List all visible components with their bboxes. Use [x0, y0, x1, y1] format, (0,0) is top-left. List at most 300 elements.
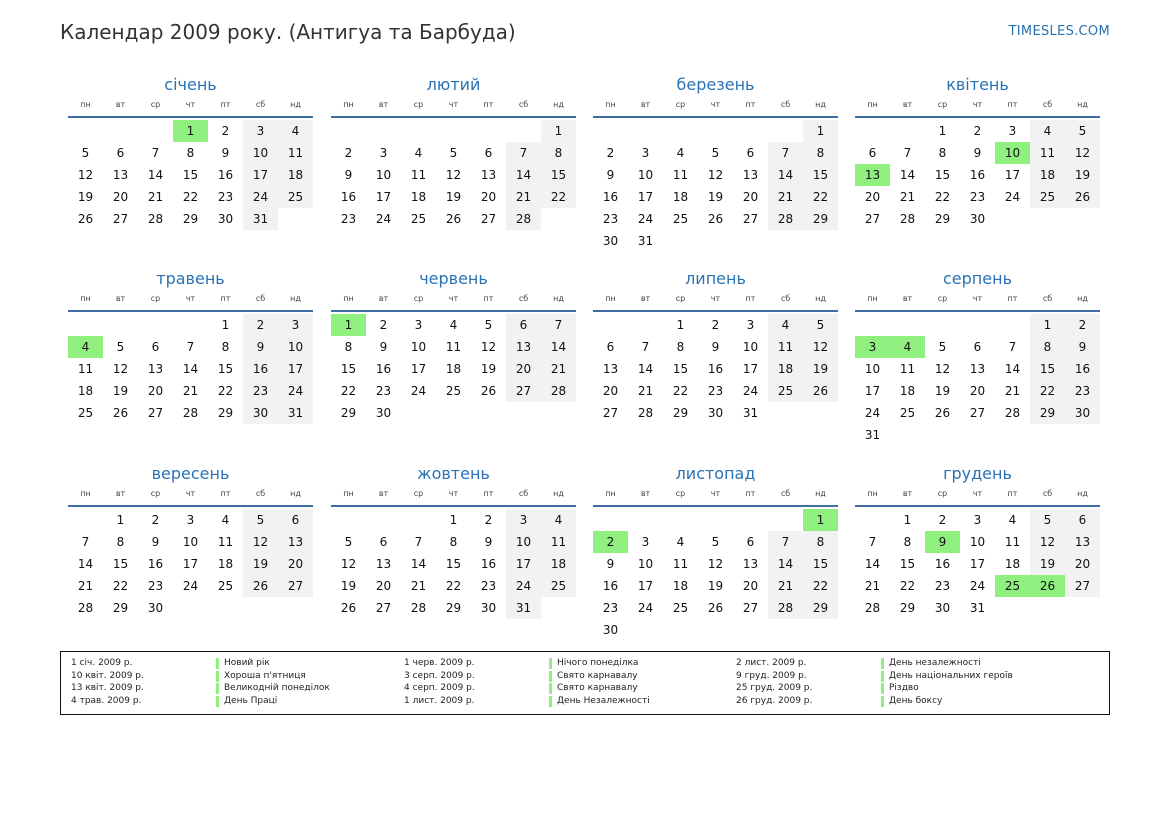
- day-cell: 1: [449, 513, 458, 527]
- day-cell: 22: [803, 186, 838, 208]
- day-cell: 29: [803, 597, 838, 619]
- day-cell: 6: [116, 146, 125, 160]
- day-cell: 19: [243, 553, 278, 575]
- legend-date: 1 черв. 2009 р.: [404, 658, 475, 668]
- weekday-label: нд: [1077, 100, 1088, 109]
- day-cell: 15: [1030, 358, 1065, 380]
- day-cell: 2: [379, 318, 388, 332]
- day-cell: 30: [1065, 402, 1100, 424]
- day-cell: 29: [112, 601, 129, 615]
- day-cell: 27: [602, 406, 619, 420]
- weekday-label: ср: [675, 489, 686, 498]
- day-cell: 29: [182, 212, 199, 226]
- weekday-header: [331, 487, 576, 501]
- weekday-label: сб: [1042, 294, 1053, 303]
- day-cell: 28: [1004, 406, 1021, 420]
- day-cell: 14: [864, 557, 881, 571]
- day-cell: 29: [934, 212, 951, 226]
- day-cell: 3: [506, 509, 541, 531]
- day-cell: 10: [742, 340, 759, 354]
- weekday-label: нд: [815, 489, 826, 498]
- day-cell: 28: [506, 208, 541, 230]
- weekday-label: сб: [255, 294, 266, 303]
- day-cell: 26: [707, 212, 724, 226]
- day-cell: 26: [934, 406, 951, 420]
- weekday-label: пт: [483, 100, 494, 109]
- weekday-label: чт: [185, 100, 196, 109]
- weekday-label: вт: [640, 100, 651, 109]
- holiday-marker: [881, 683, 884, 694]
- day-cell: 12: [1065, 142, 1100, 164]
- day-cell: 4: [449, 318, 458, 332]
- day-grid: [331, 509, 576, 619]
- month-block: [855, 463, 1100, 619]
- weekday-label: сб: [518, 294, 529, 303]
- day-grid: [68, 120, 313, 230]
- weekday-label: чт: [710, 294, 721, 303]
- day-cell: 31: [864, 428, 881, 442]
- day-cell: 22: [217, 384, 234, 398]
- day-cell: 3: [414, 318, 423, 332]
- day-cell: 25: [410, 212, 427, 226]
- day-cell: 13: [969, 362, 986, 376]
- legend-date: 13 квіт. 2009 р.: [71, 683, 144, 693]
- legend-date: 10 квіт. 2009 р.: [71, 670, 144, 681]
- day-cell: 19: [77, 190, 94, 204]
- day-cell: 23: [243, 380, 278, 402]
- day-cell: 12: [1030, 531, 1065, 553]
- day-cell: 25: [672, 601, 689, 615]
- day-cell: 17: [637, 190, 654, 204]
- day-cell: 31: [742, 406, 759, 420]
- holiday-marker: [881, 671, 884, 682]
- day-cell: 16: [934, 557, 951, 571]
- day-cell: 23: [602, 601, 619, 615]
- month-block: [68, 463, 313, 619]
- day-cell: 11: [217, 535, 234, 549]
- holiday-day-cell: 26: [1030, 575, 1065, 597]
- header-divider: [68, 116, 313, 118]
- day-cell: 16: [602, 190, 619, 204]
- day-cell: 4: [1008, 513, 1017, 527]
- weekday-label: пн: [80, 100, 91, 109]
- legend-holiday-name: Великодній понеділок: [224, 683, 330, 693]
- day-cell: 24: [1004, 190, 1021, 204]
- day-cell: 1: [676, 318, 685, 332]
- day-cell: 23: [707, 384, 724, 398]
- day-cell: 17: [375, 190, 392, 204]
- day-cell: 9: [221, 146, 230, 160]
- day-cell: 13: [278, 531, 313, 553]
- day-cell: 21: [768, 186, 803, 208]
- holiday-marker: [549, 683, 552, 694]
- day-cell: 23: [340, 212, 357, 226]
- day-cell: 23: [969, 190, 986, 204]
- header-divider: [331, 505, 576, 507]
- day-cell: 25: [672, 212, 689, 226]
- day-cell: 22: [445, 579, 462, 593]
- weekday-label: вт: [115, 100, 126, 109]
- day-cell: 26: [1065, 186, 1100, 208]
- legend-holiday-name: Свято карнавалу: [557, 670, 638, 681]
- brand-link[interactable]: TIMESLES.COM: [1008, 24, 1110, 39]
- legend-column: [404, 657, 724, 707]
- day-cell: 1: [938, 124, 947, 138]
- legend-holiday-name: День Незалежності: [557, 695, 650, 706]
- weekday-label: чт: [972, 294, 983, 303]
- day-cell: 8: [541, 142, 576, 164]
- weekday-label: пт: [1007, 294, 1018, 303]
- day-cell: 8: [344, 340, 353, 354]
- month-name: січень: [164, 75, 217, 94]
- page-title: Календар 2009 року. (Антигуа та Барбуда): [60, 20, 516, 44]
- weekday-label: вт: [378, 100, 389, 109]
- legend-date: 2 лист. 2009 р.: [736, 658, 807, 668]
- day-cell: 13: [112, 168, 129, 182]
- day-cell: 7: [868, 535, 877, 549]
- day-cell: 19: [934, 384, 951, 398]
- day-cell: 20: [278, 553, 313, 575]
- day-cell: 5: [711, 535, 720, 549]
- legend-column: [736, 657, 1056, 707]
- day-cell: 5: [1030, 509, 1065, 531]
- day-cell: 4: [676, 146, 685, 160]
- day-cell: 4: [221, 513, 230, 527]
- day-cell: 5: [938, 340, 947, 354]
- legend-date: 4 серп. 2009 р.: [404, 683, 475, 693]
- weekday-label: пн: [867, 294, 878, 303]
- weekday-header: [855, 487, 1100, 501]
- day-cell: 18: [768, 358, 803, 380]
- day-grid: [855, 509, 1100, 619]
- weekday-label: пт: [483, 294, 494, 303]
- legend-column: [71, 657, 391, 707]
- day-cell: 26: [707, 601, 724, 615]
- day-cell: 4: [278, 120, 313, 142]
- day-cell: 10: [969, 535, 986, 549]
- day-cell: 15: [541, 164, 576, 186]
- day-cell: 2: [221, 124, 230, 138]
- day-cell: 5: [1065, 120, 1100, 142]
- day-cell: 16: [480, 557, 497, 571]
- day-cell: 25: [217, 579, 234, 593]
- day-cell: 29: [445, 601, 462, 615]
- day-cell: 28: [410, 601, 427, 615]
- day-cell: 14: [182, 362, 199, 376]
- weekday-label: пт: [220, 294, 231, 303]
- day-cell: 28: [864, 601, 881, 615]
- day-cell: 11: [541, 531, 576, 553]
- day-cell: 27: [742, 601, 759, 615]
- weekday-label: чт: [972, 489, 983, 498]
- holiday-day-cell: 25: [995, 575, 1030, 597]
- month-name: березень: [676, 75, 755, 94]
- day-cell: 18: [541, 553, 576, 575]
- day-cell: 18: [217, 557, 234, 571]
- day-cell: 31: [278, 402, 313, 424]
- day-cell: 27: [375, 601, 392, 615]
- day-cell: 24: [375, 212, 392, 226]
- day-cell: 5: [484, 318, 493, 332]
- day-cell: 2: [243, 314, 278, 336]
- month-block: [855, 268, 1100, 446]
- day-cell: 20: [969, 384, 986, 398]
- day-cell: 20: [864, 190, 881, 204]
- day-cell: 21: [864, 579, 881, 593]
- day-cell: 30: [480, 601, 497, 615]
- day-cell: 23: [934, 579, 951, 593]
- day-cell: 22: [1030, 380, 1065, 402]
- day-cell: 18: [278, 164, 313, 186]
- day-cell: 4: [1030, 120, 1065, 142]
- weekday-header: [331, 292, 576, 306]
- holiday-day-cell: 9: [925, 531, 960, 553]
- day-cell: 3: [278, 314, 313, 336]
- day-cell: 6: [746, 146, 755, 160]
- weekday-label: вт: [902, 100, 913, 109]
- day-cell: 8: [221, 340, 230, 354]
- weekday-label: чт: [448, 294, 459, 303]
- day-cell: 18: [672, 190, 689, 204]
- weekday-label: пт: [483, 489, 494, 498]
- day-cell: 3: [746, 318, 755, 332]
- day-cell: 26: [340, 601, 357, 615]
- day-cell: 13: [742, 557, 759, 571]
- weekday-header: [855, 292, 1100, 306]
- day-cell: 10: [243, 142, 278, 164]
- day-cell: 8: [803, 531, 838, 553]
- day-cell: 31: [637, 234, 654, 248]
- weekday-label: нд: [815, 100, 826, 109]
- day-cell: 20: [375, 579, 392, 593]
- day-cell: 20: [602, 384, 619, 398]
- day-cell: 12: [803, 336, 838, 358]
- day-cell: 26: [803, 380, 838, 402]
- weekday-label: нд: [553, 294, 564, 303]
- day-cell: 3: [641, 535, 650, 549]
- day-cell: 10: [637, 168, 654, 182]
- weekday-label: ср: [937, 100, 948, 109]
- holiday-day-cell: 3: [855, 336, 890, 358]
- day-cell: 17: [278, 358, 313, 380]
- day-cell: 2: [606, 146, 615, 160]
- day-cell: 27: [480, 212, 497, 226]
- weekday-label: пн: [867, 100, 878, 109]
- month-name: вересень: [151, 464, 230, 483]
- day-cell: 22: [541, 186, 576, 208]
- legend-row: [736, 670, 1056, 683]
- day-cell: 28: [768, 208, 803, 230]
- holiday-marker: [881, 696, 884, 707]
- day-grid: [331, 120, 576, 230]
- weekday-label: пт: [745, 100, 756, 109]
- day-cell: 20: [1065, 553, 1100, 575]
- day-cell: 9: [243, 336, 278, 358]
- day-cell: 21: [1004, 384, 1021, 398]
- weekday-label: чт: [710, 100, 721, 109]
- day-cell: 13: [1065, 531, 1100, 553]
- day-cell: 26: [480, 384, 497, 398]
- day-cell: 11: [1004, 535, 1021, 549]
- day-cell: 23: [375, 384, 392, 398]
- day-cell: 15: [803, 164, 838, 186]
- weekday-label: сб: [518, 489, 529, 498]
- day-cell: 5: [243, 509, 278, 531]
- day-cell: 24: [182, 579, 199, 593]
- month-name: червень: [419, 269, 488, 288]
- day-cell: 18: [77, 384, 94, 398]
- day-cell: 11: [410, 168, 427, 182]
- day-cell: 10: [410, 340, 427, 354]
- day-cell: 6: [973, 340, 982, 354]
- day-cell: 5: [711, 146, 720, 160]
- day-cell: 7: [186, 340, 195, 354]
- day-cell: 4: [676, 535, 685, 549]
- day-cell: 10: [864, 362, 881, 376]
- legend-holiday-name: День національних героїв: [889, 670, 1013, 681]
- legend-row: [736, 657, 1056, 670]
- day-cell: 27: [112, 212, 129, 226]
- day-cell: 13: [375, 557, 392, 571]
- legend-holiday-name: День боксу: [889, 695, 943, 706]
- weekday-label: вт: [640, 294, 651, 303]
- day-cell: 14: [147, 168, 164, 182]
- holiday-day-cell: 1: [331, 314, 366, 336]
- day-cell: 22: [672, 384, 689, 398]
- day-cell: 8: [449, 535, 458, 549]
- day-cell: 22: [340, 384, 357, 398]
- day-cell: 19: [707, 190, 724, 204]
- weekday-label: пт: [745, 294, 756, 303]
- legend-row: [404, 657, 724, 670]
- weekday-label: пт: [220, 489, 231, 498]
- day-cell: 24: [410, 384, 427, 398]
- day-cell: 11: [768, 336, 803, 358]
- day-cell: 16: [147, 557, 164, 571]
- day-cell: 30: [602, 234, 619, 248]
- legend-date: 1 лист. 2009 р.: [404, 695, 475, 706]
- day-cell: 9: [606, 557, 615, 571]
- weekday-header: [855, 98, 1100, 112]
- month-name: грудень: [943, 464, 1012, 483]
- day-cell: 15: [445, 557, 462, 571]
- day-cell: 12: [707, 557, 724, 571]
- month-block: [68, 74, 313, 230]
- day-cell: 24: [637, 601, 654, 615]
- day-cell: 27: [1065, 575, 1100, 597]
- weekday-header: [68, 292, 313, 306]
- day-cell: 14: [637, 362, 654, 376]
- day-cell: 3: [973, 513, 982, 527]
- weekday-label: нд: [290, 294, 301, 303]
- day-cell: 7: [641, 340, 650, 354]
- day-cell: 22: [934, 190, 951, 204]
- day-cell: 21: [182, 384, 199, 398]
- day-cell: 5: [116, 340, 125, 354]
- day-cell: 29: [803, 208, 838, 230]
- day-cell: 26: [243, 575, 278, 597]
- weekday-label: ср: [150, 489, 161, 498]
- legend-row: [71, 682, 391, 695]
- day-cell: 22: [182, 190, 199, 204]
- weekday-label: чт: [448, 100, 459, 109]
- day-cell: 25: [899, 406, 916, 420]
- weekday-header: [331, 98, 576, 112]
- day-cell: 21: [77, 579, 94, 593]
- day-cell: 21: [768, 575, 803, 597]
- month-name: липень: [685, 269, 746, 288]
- day-cell: 19: [707, 579, 724, 593]
- header-divider: [593, 505, 838, 507]
- weekday-label: сб: [1042, 100, 1053, 109]
- day-cell: 15: [803, 553, 838, 575]
- day-cell: 6: [379, 535, 388, 549]
- weekday-label: пн: [343, 294, 354, 303]
- holiday-legend: [60, 651, 1110, 715]
- legend-row: [736, 695, 1056, 708]
- weekday-label: ср: [413, 294, 424, 303]
- holiday-day-cell: 13: [855, 164, 890, 186]
- day-cell: 20: [742, 190, 759, 204]
- day-cell: 31: [243, 208, 278, 230]
- day-grid: [68, 314, 313, 424]
- day-cell: 2: [484, 513, 493, 527]
- day-cell: 27: [969, 406, 986, 420]
- weekday-label: чт: [972, 100, 983, 109]
- day-grid: [593, 314, 838, 424]
- day-cell: 23: [602, 212, 619, 226]
- day-cell: 11: [672, 168, 689, 182]
- weekday-label: нд: [553, 489, 564, 498]
- weekday-header: [593, 98, 838, 112]
- day-cell: 30: [243, 402, 278, 424]
- legend-date: 1 січ. 2009 р.: [71, 658, 133, 668]
- day-cell: 27: [742, 212, 759, 226]
- day-cell: 21: [637, 384, 654, 398]
- holiday-marker: [216, 683, 219, 694]
- day-cell: 11: [1030, 142, 1065, 164]
- legend-holiday-name: День незалежності: [889, 658, 981, 668]
- day-grid: [855, 120, 1100, 230]
- weekday-label: нд: [290, 489, 301, 498]
- legend-holiday-name: Хороша п'ятниця: [224, 670, 306, 681]
- day-cell: 29: [340, 406, 357, 420]
- day-cell: 17: [969, 557, 986, 571]
- day-cell: 16: [375, 362, 392, 376]
- day-cell: 3: [1008, 124, 1017, 138]
- day-cell: 23: [147, 579, 164, 593]
- day-cell: 19: [480, 362, 497, 376]
- weekday-label: чт: [448, 489, 459, 498]
- day-cell: 8: [903, 535, 912, 549]
- legend-holiday-name: Новий рік: [224, 658, 270, 668]
- day-cell: 14: [541, 336, 576, 358]
- day-cell: 26: [77, 212, 94, 226]
- weekday-label: ср: [413, 489, 424, 498]
- day-cell: 21: [541, 358, 576, 380]
- day-cell: 29: [899, 601, 916, 615]
- day-cell: 15: [340, 362, 357, 376]
- day-cell: 21: [147, 190, 164, 204]
- day-cell: 30: [707, 406, 724, 420]
- weekday-label: вт: [902, 294, 913, 303]
- weekday-label: вт: [378, 489, 389, 498]
- weekday-label: пн: [867, 489, 878, 498]
- day-cell: 5: [803, 314, 838, 336]
- day-cell: 13: [506, 336, 541, 358]
- header-divider: [331, 310, 576, 312]
- day-cell: 27: [506, 380, 541, 402]
